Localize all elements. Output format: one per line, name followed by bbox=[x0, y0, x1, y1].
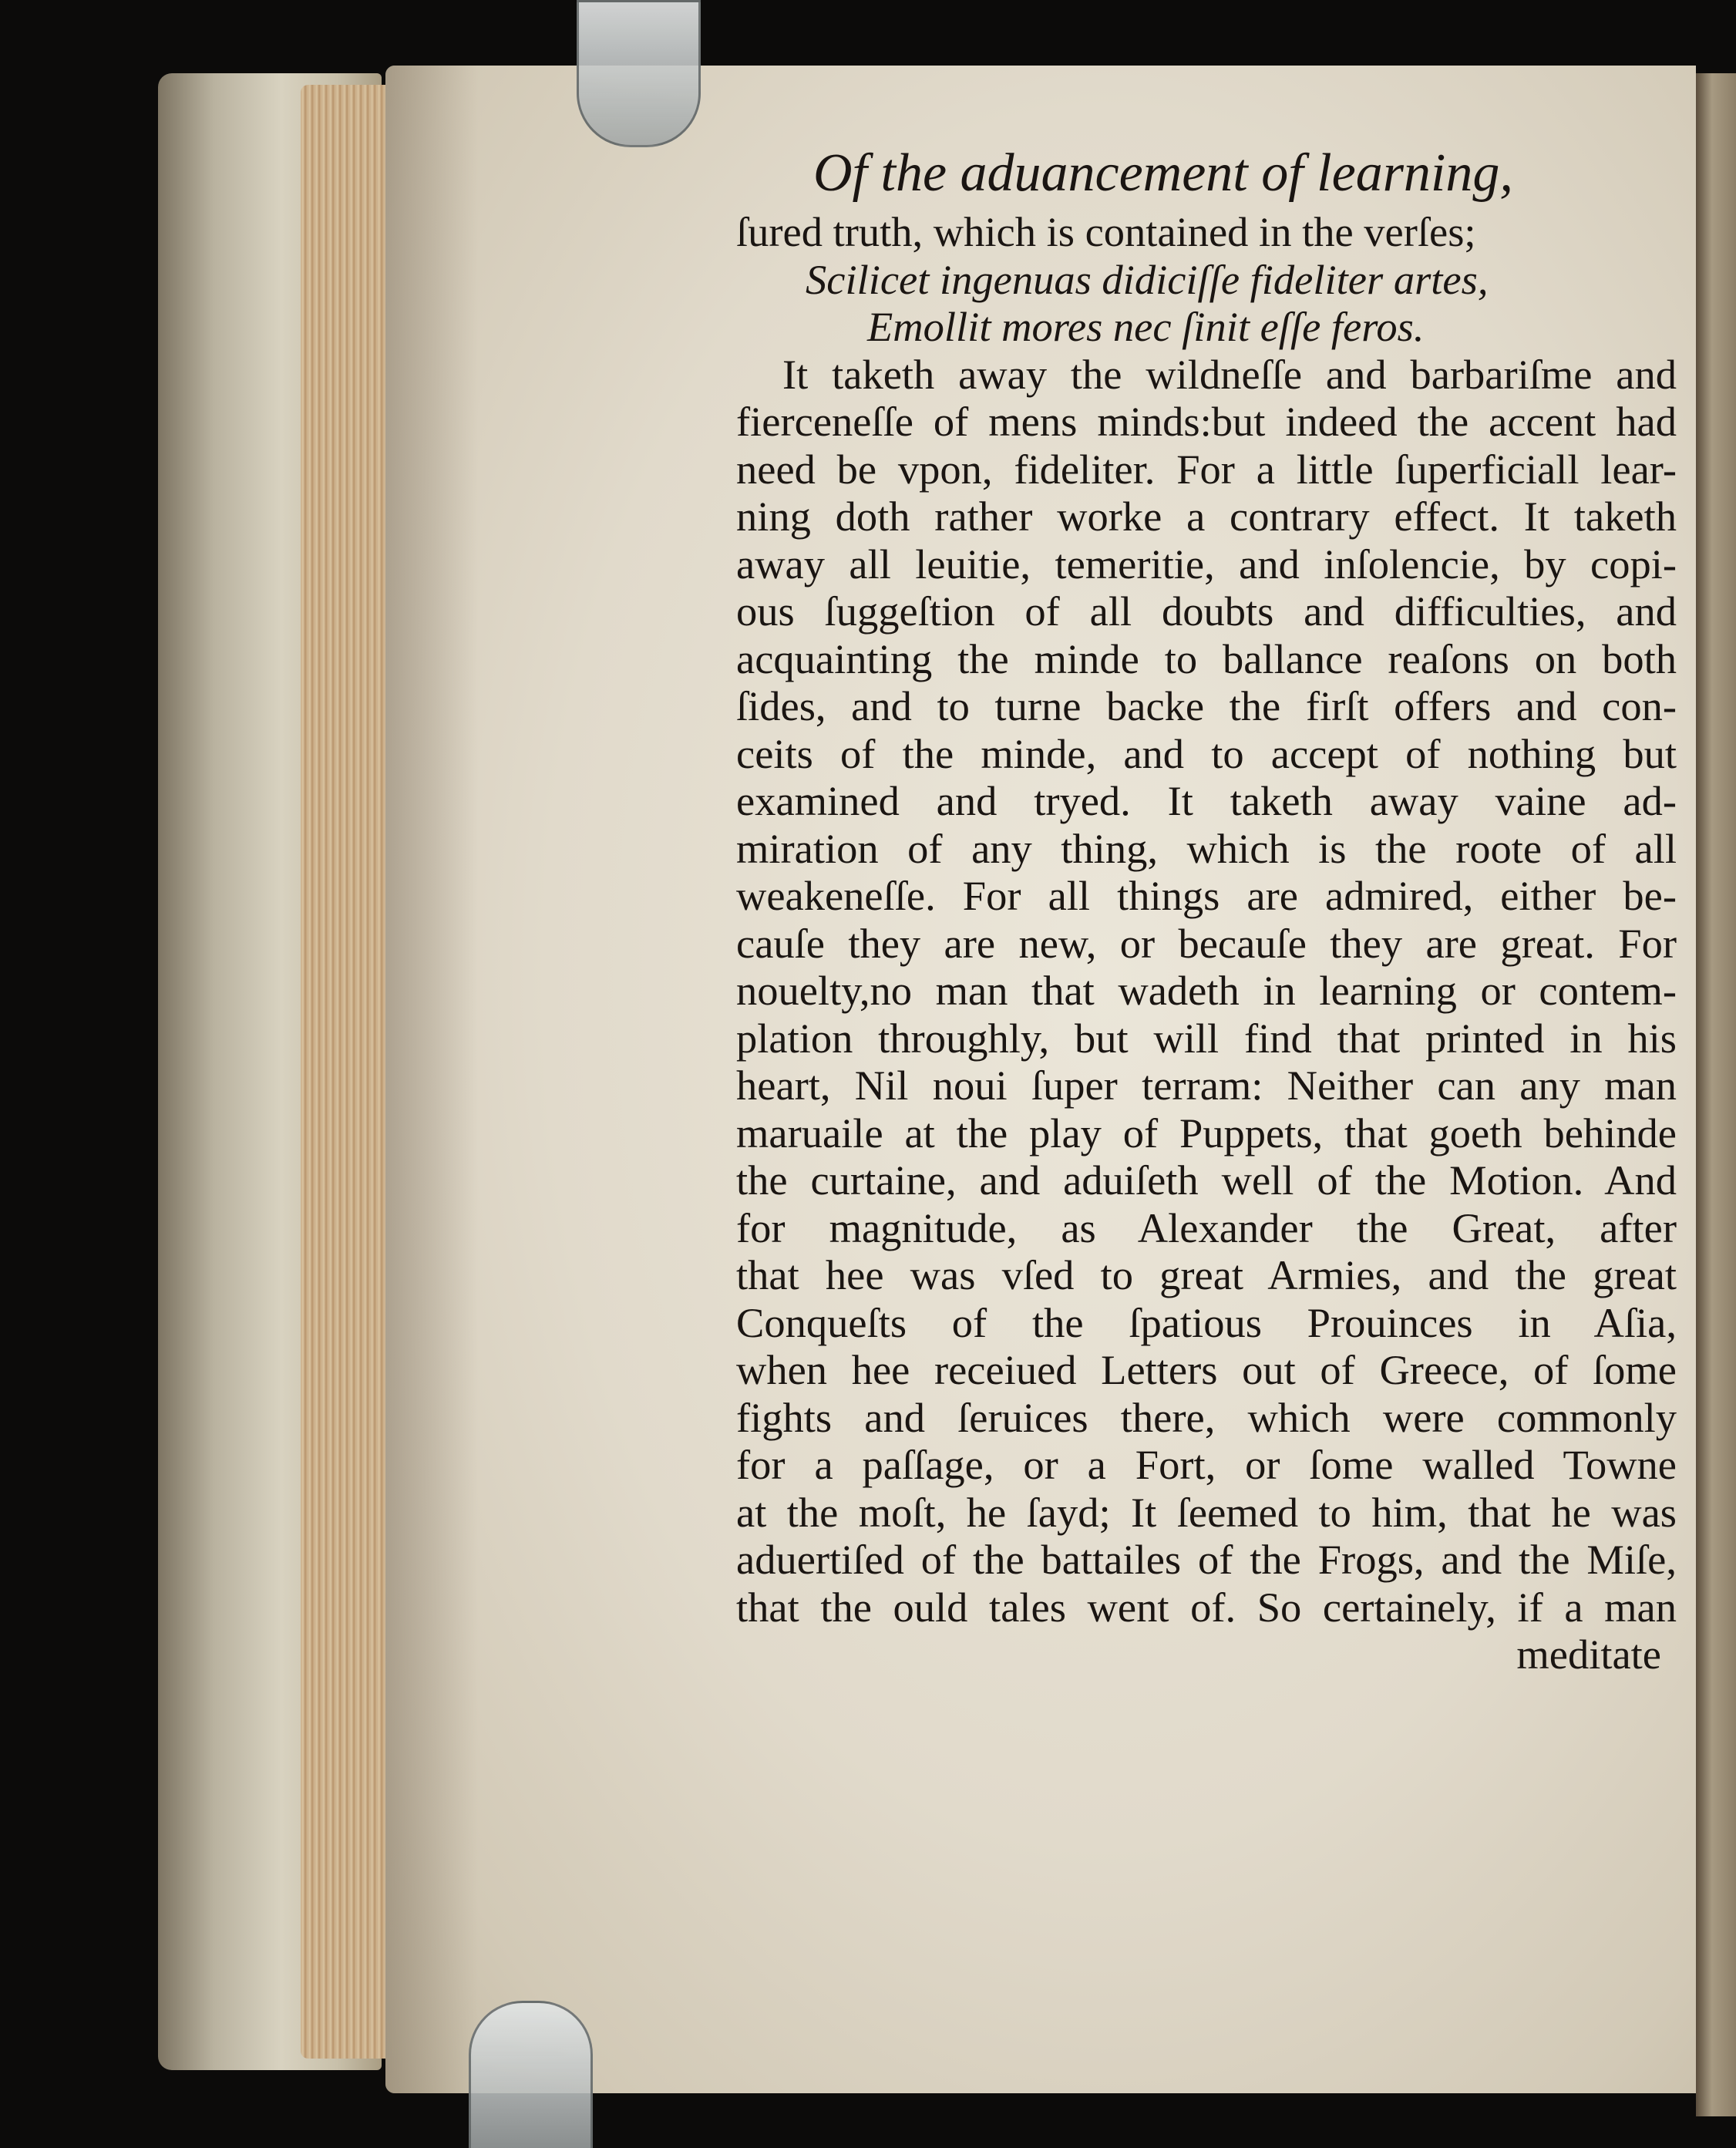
text-line: away all leuitie, temeritie, and inſolencie, by copi- bbox=[736, 540, 1677, 588]
page-text bbox=[736, 139, 1677, 1678]
text-line: maruaile at the play of Puppets, that goeth behinde bbox=[736, 1109, 1677, 1156]
catchword: meditate bbox=[1516, 1631, 1661, 1678]
verse-line: Emollit mores nec ſinit eſſe feros. bbox=[867, 303, 1425, 350]
text-line: at the moſt, he ſayd; It ſeemed to him, that he was bbox=[736, 1488, 1677, 1536]
text-line: weakeneſſe. For all things are admired, either be- bbox=[736, 872, 1677, 919]
text-line: miration of any thing, which is the roote of all bbox=[736, 824, 1677, 872]
text-line: aduertiſed of the battailes of the Frogs, and the Miſe, bbox=[736, 1536, 1677, 1583]
text-line: heart, Nil noui ſuper terram: Neither can any man bbox=[736, 1062, 1677, 1109]
bottom-page-clip bbox=[469, 2001, 593, 2148]
top-page-clip bbox=[577, 0, 701, 147]
text-line: fights and ſeruices there, which were commonly bbox=[736, 1393, 1677, 1441]
facing-page bbox=[1696, 73, 1736, 2116]
verse-line: Scilicet ingenuas didiciſſe fideliter artes, bbox=[806, 255, 1489, 303]
text-line: ceits of the minde, and to accept of nothing but bbox=[736, 729, 1677, 777]
text-line: when hee receiued Letters out of Greece, of ſome bbox=[736, 1346, 1677, 1393]
text-line: examined and tryed. It taketh away vaine ad- bbox=[736, 777, 1677, 824]
text-line: that hee was vſed to great Armies, and the great bbox=[736, 1251, 1677, 1298]
text-line: that the ould tales went of. So certainely, if a man bbox=[736, 1583, 1677, 1631]
text-line: It taketh away the wildneſſe and barbariſme and bbox=[782, 350, 1677, 398]
text-line: cauſe they are new, or becauſe they are great. For bbox=[736, 919, 1677, 967]
text-line: plation throughly, but will find that printed in his bbox=[736, 1014, 1677, 1062]
text-line: nouelty,no man that wadeth in learning or contem- bbox=[736, 967, 1677, 1014]
text-line: ning doth rather worke a contrary effect. It taketh bbox=[736, 493, 1677, 540]
text-line: the curtaine, and aduiſeth well of the Motion. And bbox=[736, 1156, 1677, 1204]
text-line: ſured truth, which is contained in the verſes; bbox=[736, 208, 1476, 255]
text-line: ous ſuggeſtion of all doubts and difficulties, and bbox=[736, 588, 1677, 635]
text-line: for a paſſage, or a Fort, or ſome walled Towne bbox=[736, 1441, 1677, 1488]
text-line: acquainting the minde to ballance reaſons on both bbox=[736, 635, 1677, 682]
text-line: ſides, and to turne backe the firſt offers and con- bbox=[736, 682, 1677, 729]
text-line: fierceneſſe of mens minds:but indeed the accent had bbox=[736, 398, 1677, 445]
text-line: need be vpon, fideliter. For a little ſuperficiall lear- bbox=[736, 445, 1677, 493]
running-head: Of the aduancement of learning, bbox=[813, 143, 1513, 203]
text-line: for magnitude, as Alexander the Great, after bbox=[736, 1204, 1677, 1251]
text-line: Conqueſts of the ſpatious Prouinces in Aſia, bbox=[736, 1298, 1677, 1346]
